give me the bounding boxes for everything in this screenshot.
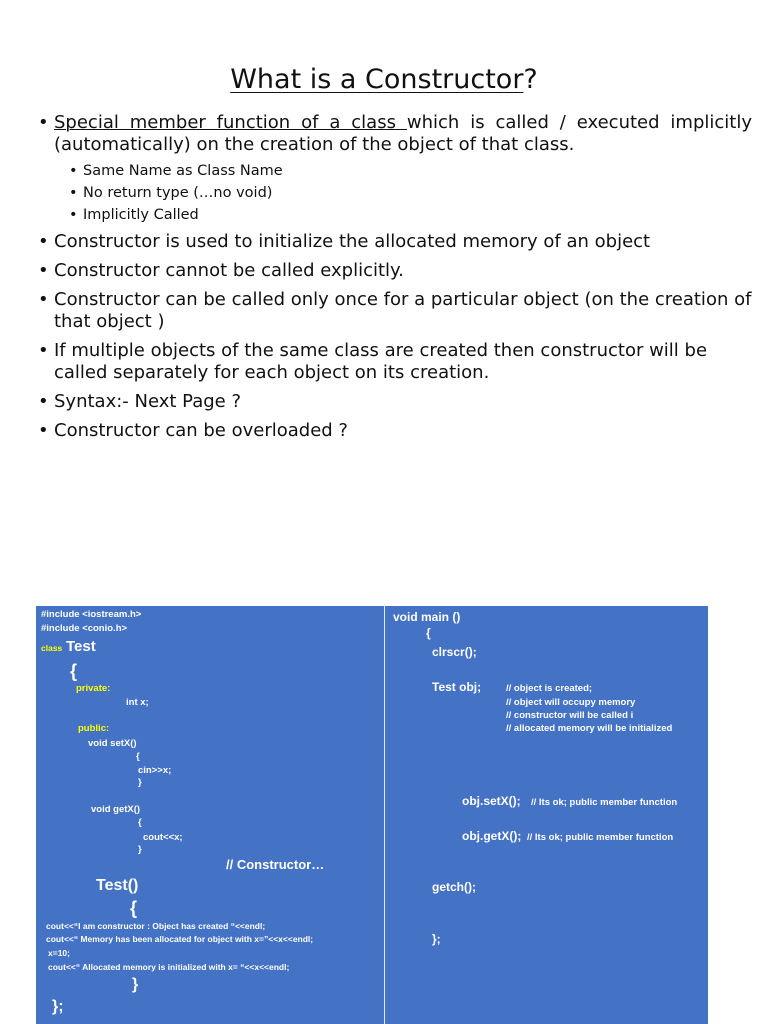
- object-comment-3: // constructor will be called i: [506, 710, 634, 721]
- main-close-brace: };: [432, 932, 441, 946]
- int-x-declaration: int x;: [126, 697, 149, 708]
- setx-signature: void setX(): [88, 738, 137, 749]
- constructor-line-4: cout<<“ Allocated memory is initialized with x= “<<x<<endl;: [48, 962, 290, 972]
- main-signature: void main (): [393, 610, 461, 624]
- setx-call-comment: // Its ok; public member function: [531, 797, 678, 808]
- getx-call-comment: // Its ok; public member function: [527, 832, 674, 843]
- getx-body: cout<<x;: [143, 832, 183, 843]
- clrscr-call: clrscr();: [432, 645, 477, 659]
- code-panel: [36, 606, 708, 1024]
- object-comment-4: // allocated memory will be initialized: [506, 723, 673, 734]
- object-comment-1: // object is created;: [506, 683, 593, 694]
- class-close-brace: };: [52, 998, 64, 1015]
- constructor-line-2: cout<<“ Memory has been allocated for object with x=”<<x<<endl;: [46, 934, 314, 944]
- getx-open-brace: {: [138, 817, 142, 828]
- setx-body: cin>>x;: [138, 765, 172, 776]
- constructor-open-brace: {: [130, 898, 138, 918]
- code-column-divider: [384, 606, 385, 1024]
- bullet-item: • If multiple objects of the same class are created then constructor will be called separately for each object on its creation.: [36, 340, 752, 384]
- object-declaration: Test obj;: [432, 680, 482, 694]
- main-open-brace: {: [426, 626, 431, 640]
- setx-open-brace: {: [136, 751, 140, 762]
- class-open-brace: {: [70, 661, 78, 681]
- sub-bullet: • Same Name as Class Name: [54, 160, 752, 182]
- title-question-mark: ?: [523, 64, 538, 95]
- constructor-line-1: cout<<“I am constructor : Object has created “<<endl;: [46, 921, 266, 931]
- definition-underlined: Special member function of a class: [54, 112, 407, 133]
- bullet-list: [36, 112, 752, 449]
- definition-rest: which is called / executed implicitly (automatically) on the creation of the object of that class.: [54, 112, 752, 155]
- class-keyword: class: [41, 643, 63, 653]
- title-underlined: What is a Constructor: [230, 64, 524, 95]
- include-iostream: #include <iostream.h>: [41, 609, 142, 620]
- private-keyword: private:: [76, 683, 111, 694]
- constructor-line-3: x=10;: [48, 948, 70, 958]
- include-conio: #include <conio.h>: [41, 623, 128, 634]
- bullet-item: • Constructor cannot be called explicitly.: [36, 260, 752, 282]
- slide-title: [0, 64, 768, 95]
- sub-bullet: • No return type (…no void): [54, 182, 752, 204]
- getx-signature: void getX(): [91, 804, 141, 815]
- getch-call: getch();: [432, 880, 476, 894]
- sub-bullet-list: [54, 160, 752, 226]
- getx-close-brace: }: [138, 844, 142, 855]
- bullet-definition: [36, 112, 752, 226]
- setx-close-brace: }: [138, 777, 142, 788]
- setx-call: obj.setX();: [462, 794, 521, 808]
- constructor-signature: Test(): [96, 877, 139, 894]
- bullet-item: • Syntax:- Next Page ?: [36, 391, 752, 413]
- sub-bullet: • Implicitly Called: [54, 204, 752, 226]
- object-comment-2: // object will occupy memory: [506, 697, 636, 708]
- getx-call: obj.getX();: [462, 829, 522, 843]
- bullet-item: • Constructor can be overloaded ?: [36, 420, 752, 442]
- class-name: Test: [66, 638, 96, 655]
- constructor-comment: // Constructor…: [226, 857, 325, 872]
- constructor-close-brace: }: [132, 976, 139, 993]
- public-keyword: public:: [78, 723, 110, 734]
- bullet-item: • Constructor is used to initialize the allocated memory of an object: [36, 231, 752, 253]
- bullet-item: • Constructor can be called only once for a particular object (on the creation of that object ): [36, 289, 752, 333]
